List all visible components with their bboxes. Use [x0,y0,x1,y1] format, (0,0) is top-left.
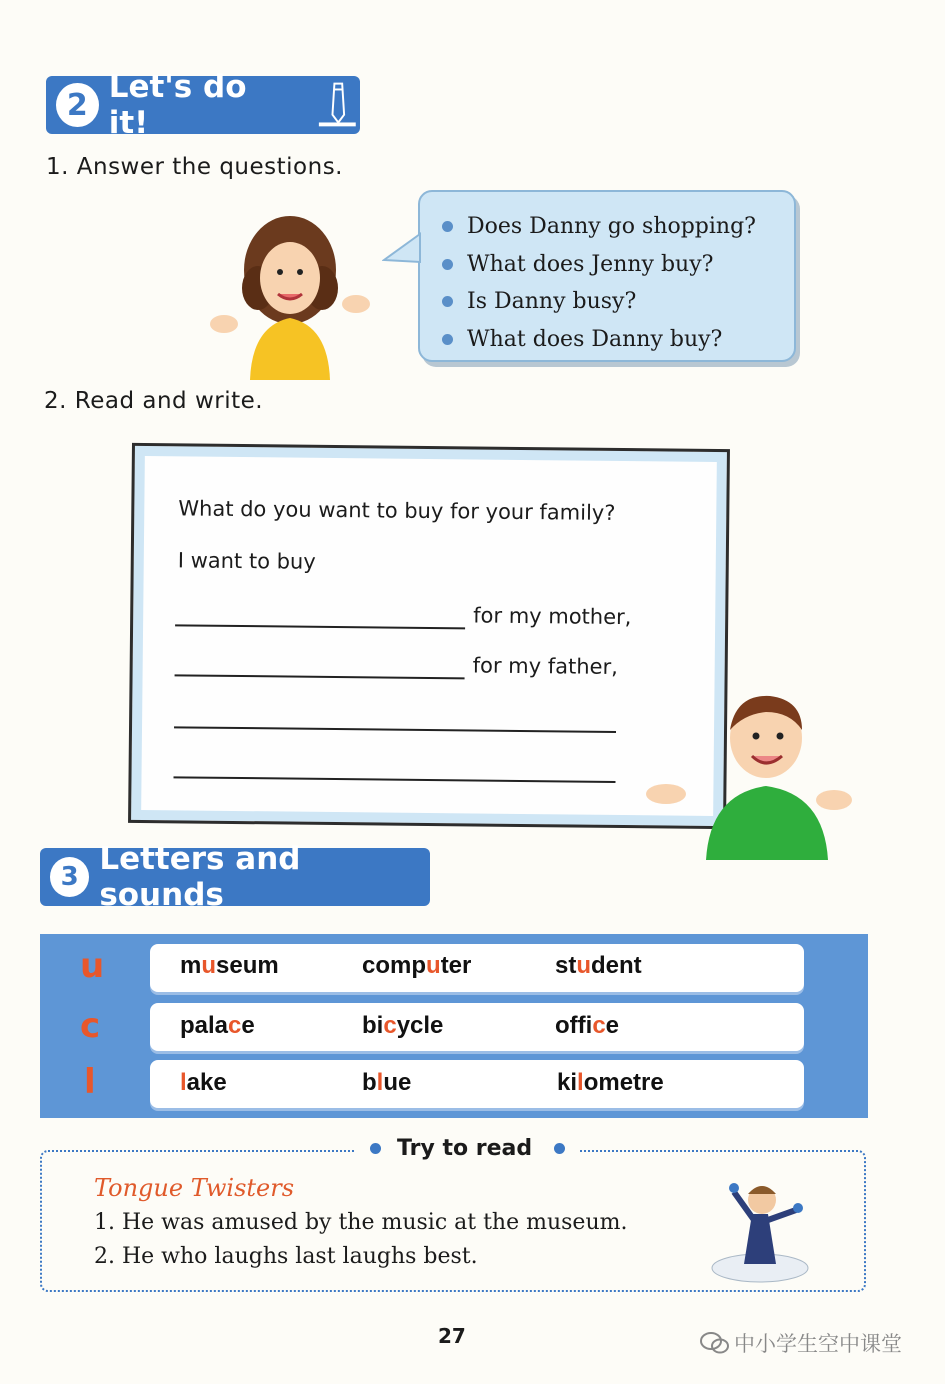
sheet-prompt: What do you want to buy for your family? [178,496,616,525]
section-title: Let's do it! [108,69,247,141]
word-blue: blue [362,1069,412,1096]
section-number: 3 [50,857,89,897]
task-2-label: 2. Read and write. [44,388,264,414]
section-title: Letters and sounds [99,841,301,913]
laughing-man-illustration [704,1164,814,1284]
page-number: 27 [438,1324,466,1348]
section-2-header [46,69,360,141]
twister-title: Tongue Twisters [94,1174,295,1202]
bullet-icon [554,1143,565,1154]
question-item: Does Danny go shopping? [442,208,794,246]
word-palace: palace [180,1012,255,1039]
letter-u: u [80,946,105,986]
pencil-icon [315,79,360,131]
twister-line-1: 1. He was amused by the music at the museum. [94,1210,628,1235]
answer-blank-1[interactable] [175,624,465,629]
bullet-icon [442,334,453,345]
bullet-icon [442,296,453,307]
section-3-header [40,841,430,913]
answer-blank-4[interactable] [173,776,615,783]
question-item: Is Danny busy? [442,283,794,321]
question-item: What does Danny buy? [442,321,794,359]
word-office: office [555,1012,620,1039]
sheet-start: I want to buy [177,548,316,574]
girl-illustration [200,200,380,380]
bullet-icon [442,259,453,270]
wechat-icon [700,1330,730,1356]
bullet-icon [370,1143,381,1154]
word-student: student [555,952,642,979]
task-1-label: 1. Answer the questions. [46,154,343,180]
word-kilometre: kilometre [557,1069,664,1096]
question-item: What does Jenny buy? [442,246,794,284]
letter-l: l [84,1062,96,1102]
word-lake: lake [180,1069,227,1096]
bullet-icon [442,221,453,232]
section-number: 2 [56,83,99,127]
letter-c: c [80,1006,101,1046]
line-2-suffix: for my father, [472,653,618,679]
bubble-tail [382,232,422,266]
questions-bubble [418,190,796,362]
word-computer: computer [362,952,472,979]
word-row [150,1060,804,1108]
word-bicycle: bicycle [362,1012,444,1039]
answer-blank-3[interactable] [174,726,616,733]
answer-blank-2[interactable] [175,674,465,679]
try-to-read-label: Try to read [356,1136,579,1161]
watermark: 中小学生空中课堂 [700,1328,902,1358]
line-1-suffix: for my mother, [473,603,632,630]
boy-illustration [640,690,860,860]
word-museum: museum [180,952,279,979]
twister-line-2: 2. He who laughs last laughs best. [94,1244,478,1269]
